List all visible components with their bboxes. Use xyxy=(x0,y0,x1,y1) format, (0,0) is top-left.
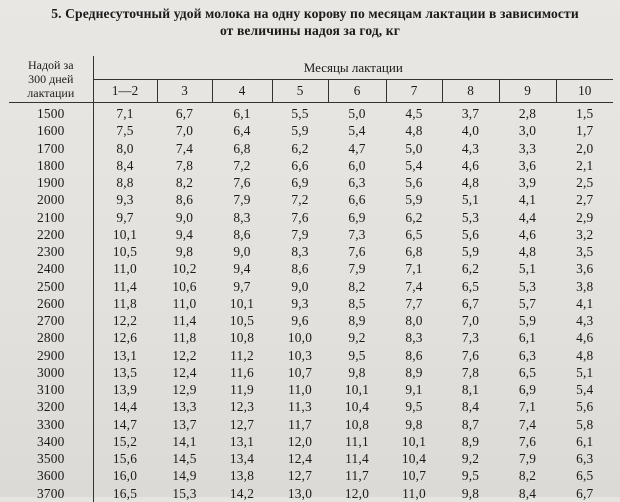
daily-yield-cell: 10,1 xyxy=(112,226,138,242)
daily-yield-cell: 13,9 xyxy=(112,382,138,398)
table-row xyxy=(9,260,613,277)
yield-cell: 3000 xyxy=(9,364,93,381)
table-title xyxy=(0,5,620,39)
daily-yield-cell: 8,4 xyxy=(461,399,480,415)
daily-yield-cell: 7,6 xyxy=(461,347,480,363)
yield-cell: 3100 xyxy=(9,381,93,398)
daily-yield-cell: 2,5 xyxy=(576,175,594,191)
daily-yield-cell: 10,7 xyxy=(401,468,427,484)
daily-yield-cell: 6,8 xyxy=(405,244,423,260)
yield-cell: 2100 xyxy=(9,209,93,226)
daily-yield-cell: 5,7 xyxy=(518,295,537,311)
daily-yield-cell: 8,0 xyxy=(405,313,423,329)
daily-yield-cell: 8,2 xyxy=(518,468,537,484)
daily-yield-cell: 6,8 xyxy=(233,140,251,156)
daily-yield-cell: 14,9 xyxy=(172,468,197,484)
daily-yield-cell: 11,1 xyxy=(345,433,369,449)
daily-yield-cell: 12,0 xyxy=(287,433,313,449)
daily-yield-cell: 5,6 xyxy=(405,175,423,191)
table-row xyxy=(9,226,613,243)
table-row xyxy=(9,174,613,191)
daily-yield-cell: 4,3 xyxy=(576,313,594,329)
daily-yield-cell: 10,2 xyxy=(172,261,197,277)
daily-yield-cell: 10,7 xyxy=(287,364,313,380)
daily-yield-cell: 12,4 xyxy=(287,451,313,467)
yield-cell: 3500 xyxy=(9,450,93,467)
table-row xyxy=(9,122,613,139)
daily-yield-cell: 4,0 xyxy=(461,123,480,139)
daily-yield-cell: 13,5 xyxy=(112,364,138,380)
daily-yield-cell: 8,4 xyxy=(116,157,134,173)
table-row xyxy=(9,450,613,467)
daily-yield-cell: 10,3 xyxy=(287,347,313,363)
daily-yield-cell: 5,4 xyxy=(405,157,423,173)
daily-yield-cell: 9,8 xyxy=(348,364,366,380)
daily-yield-cell: 13,4 xyxy=(229,451,255,467)
daily-yield-cell: 11,4 xyxy=(113,278,137,294)
daily-yield-cell: 8,9 xyxy=(348,313,366,329)
daily-yield-cell: 4,8 xyxy=(576,347,594,363)
table-row xyxy=(9,364,613,381)
daily-yield-cell: 6,1 xyxy=(576,433,594,449)
daily-yield-cell: 7,9 xyxy=(291,226,309,242)
daily-yield-cell: 6,3 xyxy=(576,451,594,467)
daily-yield-cell: 6,2 xyxy=(405,209,423,225)
daily-yield-cell: 10,5 xyxy=(229,313,255,329)
yield-cell: 3400 xyxy=(9,433,93,450)
daily-yield-cell: 9,5 xyxy=(405,399,423,415)
table-row xyxy=(9,467,613,484)
daily-yield-cell: 8,7 xyxy=(461,416,480,432)
table-row xyxy=(9,278,613,295)
table-row xyxy=(9,103,613,123)
daily-yield-cell: 12,4 xyxy=(172,364,197,380)
daily-yield-cell: 6,0 xyxy=(348,157,366,173)
daily-yield-cell: 6,7 xyxy=(576,485,594,501)
daily-yield-cell: 9,2 xyxy=(461,451,480,467)
daily-yield-cell: 14,2 xyxy=(229,485,255,501)
daily-yield-cell: 13,1 xyxy=(112,347,138,363)
daily-yield-cell: 3,0 xyxy=(518,123,537,139)
column-header-month: 10 xyxy=(556,80,613,103)
daily-yield-cell: 5,1 xyxy=(518,261,537,277)
daily-yield-cell: 5,8 xyxy=(576,416,594,432)
daily-yield-cell: 6,9 xyxy=(518,382,537,398)
daily-yield-cell: 11,7 xyxy=(288,416,312,432)
daily-yield-cell: 7,3 xyxy=(348,226,366,242)
daily-yield-cell: 11,0 xyxy=(172,295,197,311)
table-row xyxy=(9,312,613,329)
column-header-month: 7 xyxy=(386,80,442,103)
table-body xyxy=(9,103,613,502)
daily-yield-cell: 5,9 xyxy=(291,123,309,139)
daily-yield-cell: 7,7 xyxy=(405,295,423,311)
daily-yield-cell: 2,0 xyxy=(576,140,594,156)
table-row xyxy=(9,295,613,312)
daily-yield-cell: 8,3 xyxy=(291,244,309,260)
daily-yield-cell: 3,7 xyxy=(461,106,480,122)
daily-yield-cell: 6,9 xyxy=(291,175,309,191)
daily-yield-cell: 4,6 xyxy=(461,157,480,173)
daily-yield-cell: 4,7 xyxy=(348,140,366,156)
table-row xyxy=(9,329,613,346)
yield-cell: 3300 xyxy=(9,416,93,433)
yield-cell: 3200 xyxy=(9,398,93,415)
daily-yield-cell: 2,8 xyxy=(518,106,537,122)
table-row xyxy=(9,243,613,260)
daily-yield-cell: 10,1 xyxy=(229,295,255,311)
yield-cell: 2300 xyxy=(9,243,93,260)
daily-yield-cell: 9,8 xyxy=(405,416,423,432)
milk-yield-table xyxy=(9,56,613,502)
daily-yield-cell: 9,7 xyxy=(116,209,134,225)
daily-yield-cell: 5,6 xyxy=(461,226,480,242)
daily-yield-cell: 12,7 xyxy=(229,416,255,432)
daily-yield-cell: 3,3 xyxy=(518,140,537,156)
daily-yield-cell: 12,2 xyxy=(112,313,138,329)
daily-yield-cell: 9,6 xyxy=(291,313,309,329)
daily-yield-cell: 6,9 xyxy=(348,209,366,225)
daily-yield-cell: 5,3 xyxy=(518,278,537,294)
daily-yield-cell: 3,6 xyxy=(518,157,537,173)
daily-yield-cell: 7,9 xyxy=(348,261,366,277)
daily-yield-cell: 15,3 xyxy=(172,485,197,501)
daily-yield-cell: 9,8 xyxy=(175,244,194,260)
daily-yield-cell: 5,9 xyxy=(461,244,480,260)
daily-yield-cell: 6,2 xyxy=(461,261,480,277)
table-row xyxy=(9,347,613,364)
daily-yield-cell: 6,5 xyxy=(405,226,423,242)
daily-yield-cell: 5,6 xyxy=(576,399,594,415)
daily-yield-cell: 7,5 xyxy=(116,123,134,139)
yield-cell: 2600 xyxy=(9,295,93,312)
daily-yield-cell: 7,1 xyxy=(518,399,537,415)
daily-yield-cell: 9,3 xyxy=(291,295,309,311)
daily-yield-cell: 8,9 xyxy=(405,364,423,380)
daily-yield-cell: 9,0 xyxy=(291,278,309,294)
header-row-months xyxy=(9,80,613,103)
daily-yield-cell: 11,0 xyxy=(402,485,426,501)
daily-yield-cell: 9,8 xyxy=(461,485,480,501)
daily-yield-cell: 8,6 xyxy=(405,347,423,363)
daily-yield-cell: 5,1 xyxy=(461,192,480,208)
daily-yield-cell: 8,3 xyxy=(233,209,251,225)
daily-yield-cell: 5,1 xyxy=(576,364,594,380)
daily-yield-cell: 7,8 xyxy=(461,364,480,380)
daily-yield-cell: 9,0 xyxy=(175,209,194,225)
daily-yield-cell: 14,7 xyxy=(112,416,138,432)
daily-yield-cell: 6,1 xyxy=(518,330,537,346)
daily-yield-cell: 13,0 xyxy=(287,485,313,501)
column-header-month: 5 xyxy=(272,80,328,103)
daily-yield-cell: 4,5 xyxy=(405,106,423,122)
daily-yield-cell: 12,0 xyxy=(344,485,370,501)
column-header-month: 8 xyxy=(442,80,499,103)
daily-yield-cell: 12,2 xyxy=(172,347,197,363)
yield-cell: 1900 xyxy=(9,174,93,191)
table-row xyxy=(9,433,613,450)
daily-yield-cell: 8,4 xyxy=(518,485,537,501)
table-row xyxy=(9,191,613,208)
daily-yield-cell: 5,0 xyxy=(348,106,366,122)
daily-yield-cell: 6,6 xyxy=(348,192,366,208)
daily-yield-cell: 7,4 xyxy=(175,140,194,156)
daily-yield-cell: 11,8 xyxy=(113,295,137,311)
daily-yield-cell: 11,2 xyxy=(230,347,254,363)
daily-yield-cell: 4,4 xyxy=(518,209,537,225)
daily-yield-cell: 11,6 xyxy=(230,364,254,380)
daily-yield-cell: 8,5 xyxy=(348,295,366,311)
yield-cell: 1800 xyxy=(9,157,93,174)
yield-cell: 1700 xyxy=(9,140,93,157)
column-header-yield xyxy=(9,56,93,103)
daily-yield-cell: 6,4 xyxy=(233,123,251,139)
daily-yield-cell: 10,4 xyxy=(344,399,370,415)
column-header-month: 9 xyxy=(499,80,556,103)
daily-yield-cell: 11,4 xyxy=(172,313,197,329)
daily-yield-cell: 6,5 xyxy=(518,364,537,380)
yield-cell: 3600 xyxy=(9,467,93,484)
daily-yield-cell: 10,1 xyxy=(344,382,370,398)
daily-yield-cell: 3,5 xyxy=(576,244,594,260)
daily-yield-cell: 11,4 xyxy=(345,451,369,467)
daily-yield-cell: 16,5 xyxy=(112,485,138,501)
daily-yield-cell: 6,7 xyxy=(461,295,480,311)
daily-yield-cell: 12,3 xyxy=(229,399,255,415)
daily-yield-cell: 7,4 xyxy=(518,416,537,432)
daily-yield-cell: 6,5 xyxy=(461,278,480,294)
yield-cell: 2800 xyxy=(9,329,93,346)
daily-yield-cell: 11,0 xyxy=(113,261,137,277)
daily-yield-cell: 7,6 xyxy=(233,175,251,191)
column-group-lactation-months: Месяцы лактации xyxy=(93,56,613,80)
daily-yield-cell: 8,2 xyxy=(348,278,366,294)
daily-yield-cell: 10,5 xyxy=(112,244,138,260)
table-row xyxy=(9,381,613,398)
daily-yield-cell: 8,6 xyxy=(291,261,309,277)
daily-yield-cell: 5,4 xyxy=(576,382,594,398)
table-title-line1: 5. Среднесуточный удой молока на одну корову по месяцам лактации в зависимости xyxy=(51,6,579,21)
daily-yield-cell: 4,8 xyxy=(405,123,423,139)
yield-cell: 3700 xyxy=(9,485,93,502)
yield-cell: 2200 xyxy=(9,226,93,243)
daily-yield-cell: 14,4 xyxy=(112,399,138,415)
table-row xyxy=(9,157,613,174)
daily-yield-cell: 9,4 xyxy=(233,261,251,277)
daily-yield-cell: 6,1 xyxy=(233,106,251,122)
daily-yield-cell: 9,4 xyxy=(175,226,194,242)
daily-yield-cell: 10,1 xyxy=(401,433,427,449)
daily-yield-cell: 7,4 xyxy=(405,278,423,294)
daily-yield-cell: 6,3 xyxy=(348,175,366,191)
table-row xyxy=(9,485,613,502)
daily-yield-cell: 8,3 xyxy=(405,330,423,346)
daily-yield-cell: 9,1 xyxy=(405,382,423,398)
daily-yield-cell: 6,2 xyxy=(291,140,309,156)
daily-yield-cell: 3,6 xyxy=(576,261,594,277)
daily-yield-cell: 7,1 xyxy=(116,106,134,122)
daily-yield-cell: 8,1 xyxy=(461,382,480,398)
daily-yield-cell: 6,6 xyxy=(291,157,309,173)
daily-yield-cell: 3,8 xyxy=(576,278,594,294)
daily-yield-cell: 7,0 xyxy=(461,313,480,329)
daily-yield-cell: 6,7 xyxy=(175,106,194,122)
daily-yield-cell: 8,6 xyxy=(175,192,194,208)
daily-yield-cell: 10,8 xyxy=(344,416,370,432)
yield-cell: 2700 xyxy=(9,312,93,329)
yield-cell: 2000 xyxy=(9,191,93,208)
daily-yield-cell: 2,1 xyxy=(576,157,594,173)
daily-yield-cell: 8,9 xyxy=(461,433,480,449)
daily-yield-cell: 5,3 xyxy=(461,209,480,225)
daily-yield-cell: 2,9 xyxy=(576,209,594,225)
daily-yield-cell: 8,2 xyxy=(175,175,194,191)
table-title-line2: от величины надоя за год, кг xyxy=(219,23,401,38)
daily-yield-cell: 4,1 xyxy=(518,192,537,208)
daily-yield-cell: 11,0 xyxy=(288,382,312,398)
daily-yield-cell: 16,0 xyxy=(112,468,138,484)
yield-cell: 2500 xyxy=(9,278,93,295)
daily-yield-cell: 7,2 xyxy=(291,192,309,208)
column-header-yield-line2: 300 дней xyxy=(28,72,74,86)
daily-yield-cell: 7,9 xyxy=(518,451,537,467)
yield-cell: 2900 xyxy=(9,347,93,364)
daily-yield-cell: 5,4 xyxy=(348,123,366,139)
table-row xyxy=(9,209,613,226)
daily-yield-cell: 10,6 xyxy=(172,278,197,294)
daily-yield-cell: 11,9 xyxy=(230,382,254,398)
daily-yield-cell: 12,7 xyxy=(287,468,313,484)
daily-yield-cell: 14,1 xyxy=(172,433,197,449)
daily-yield-cell: 7,3 xyxy=(461,330,480,346)
daily-yield-cell: 7,0 xyxy=(175,123,194,139)
daily-yield-cell: 4,8 xyxy=(518,244,537,260)
daily-yield-cell: 10,0 xyxy=(287,330,313,346)
daily-yield-cell: 9,0 xyxy=(233,244,251,260)
daily-yield-cell: 2,7 xyxy=(576,192,594,208)
column-header-month: 3 xyxy=(157,80,212,103)
header-row-top xyxy=(9,56,613,80)
yield-cell: 1600 xyxy=(9,122,93,139)
daily-yield-cell: 5,9 xyxy=(405,192,423,208)
daily-yield-cell: 4,6 xyxy=(576,330,594,346)
daily-yield-cell: 8,6 xyxy=(233,226,251,242)
daily-yield-cell: 7,6 xyxy=(348,244,366,260)
daily-yield-cell: 10,8 xyxy=(229,330,255,346)
daily-yield-cell: 9,2 xyxy=(348,330,366,346)
daily-yield-cell: 7,8 xyxy=(175,157,194,173)
daily-yield-cell: 6,5 xyxy=(576,468,594,484)
daily-yield-cell: 8,8 xyxy=(116,175,134,191)
daily-yield-cell: 10,4 xyxy=(401,451,427,467)
daily-yield-cell: 6,3 xyxy=(518,347,537,363)
daily-yield-cell: 4,1 xyxy=(576,295,594,311)
daily-yield-cell: 7,6 xyxy=(518,433,537,449)
daily-yield-cell: 4,3 xyxy=(461,140,480,156)
daily-yield-cell: 15,2 xyxy=(112,433,138,449)
daily-yield-cell: 1,7 xyxy=(576,123,594,139)
daily-yield-cell: 14,5 xyxy=(172,451,197,467)
daily-yield-cell: 11,8 xyxy=(172,330,197,346)
daily-yield-cell: 1,5 xyxy=(576,106,594,122)
table-row xyxy=(9,140,613,157)
daily-yield-cell: 9,3 xyxy=(116,192,134,208)
column-header-yield-line3: лактации xyxy=(27,86,75,100)
daily-yield-cell: 15,6 xyxy=(112,451,138,467)
yield-cell: 2400 xyxy=(9,260,93,277)
daily-yield-cell: 12,9 xyxy=(172,382,197,398)
column-header-month: 6 xyxy=(328,80,386,103)
daily-yield-cell: 12,6 xyxy=(112,330,138,346)
daily-yield-cell: 13,7 xyxy=(172,416,197,432)
column-header-month: 1—2 xyxy=(93,80,157,103)
daily-yield-cell: 9,5 xyxy=(461,468,480,484)
daily-yield-cell: 3,9 xyxy=(518,175,537,191)
table-row xyxy=(9,398,613,415)
column-header-month: 4 xyxy=(212,80,272,103)
daily-yield-cell: 5,5 xyxy=(291,106,309,122)
daily-yield-cell: 8,0 xyxy=(116,140,134,156)
daily-yield-cell: 7,2 xyxy=(233,157,251,173)
column-header-yield-line1: Надой за xyxy=(27,58,74,72)
daily-yield-cell: 13,8 xyxy=(229,468,255,484)
daily-yield-cell: 7,1 xyxy=(405,261,423,277)
daily-yield-cell: 7,9 xyxy=(233,192,251,208)
daily-yield-cell: 7,6 xyxy=(291,209,309,225)
daily-yield-cell: 4,6 xyxy=(518,226,537,242)
daily-yield-cell: 9,5 xyxy=(348,347,366,363)
table-row xyxy=(9,416,613,433)
daily-yield-cell: 5,9 xyxy=(518,313,537,329)
yield-cell: 1500 xyxy=(9,103,93,123)
daily-yield-cell: 4,8 xyxy=(461,175,480,191)
daily-yield-cell: 5,0 xyxy=(405,140,423,156)
daily-yield-cell: 11,7 xyxy=(345,468,369,484)
daily-yield-cell: 3,2 xyxy=(576,226,594,242)
daily-yield-cell: 13,3 xyxy=(172,399,197,415)
daily-yield-cell: 13,1 xyxy=(229,433,255,449)
daily-yield-cell: 9,7 xyxy=(233,278,251,294)
daily-yield-cell: 11,3 xyxy=(288,399,312,415)
